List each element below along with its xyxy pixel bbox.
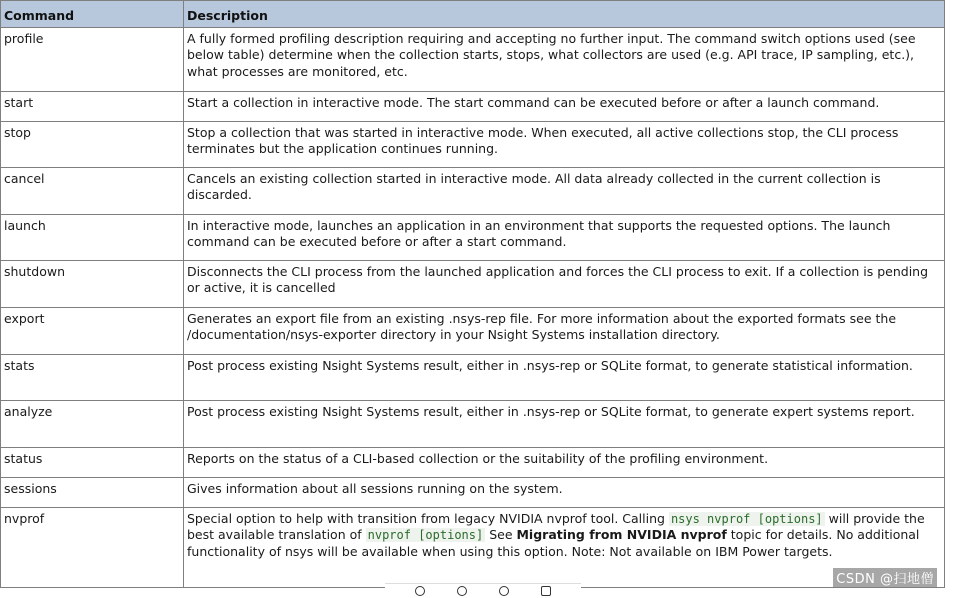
table-row (1, 447, 945, 477)
description-cell: Reports on the status of a CLI-based collection or the suitability of the profiling environment. (184, 447, 945, 477)
table-row (1, 27, 945, 91)
header-row (1, 1, 945, 28)
command-cell: nvprof (1, 507, 184, 587)
watermark: CSDN @扫地僧 (833, 568, 937, 587)
table-row (1, 307, 945, 354)
description-cell: Post process existing Nsight Systems result, either in .nsys-rep or SQLite format, to generate statistical information. (184, 354, 945, 400)
table-row (1, 400, 945, 447)
command-cell: sessions (1, 477, 184, 507)
command-cell: status (1, 447, 184, 477)
nvprof-text-3: See (485, 527, 517, 543)
image-viewer-toolbar (385, 583, 581, 598)
description-cell: Cancels an existing collection started in interactive mode. All data already collected in the current collection is discarded. (184, 167, 945, 214)
command-cell: launch (1, 214, 184, 260)
command-cell: analyze (1, 400, 184, 447)
table-row (1, 214, 945, 260)
nvprof-text-2: will provide the best available translation of (187, 510, 925, 543)
command-cell: stats (1, 354, 184, 400)
table-row (1, 477, 945, 507)
table-row (1, 167, 945, 214)
description-cell: Generates an export file from an existing .nsys-rep file. For more information about the exported formats see the /documentation/nsys-exporter directory in your Nsight Systems installation directory. (184, 307, 945, 354)
description-cell (184, 507, 945, 587)
table-row (1, 91, 945, 121)
description-cell: A fully formed profiling description requiring and accepting no further input. The command switch options used (see below table) determine when the collection starts, stops, what collectors are used (e.g. API trace, IP sampling, etc.), what processes are monitored, etc. (184, 27, 945, 91)
command-cell: profile (1, 27, 184, 91)
nvprof-text-1: Special option to help with transition from legacy NVIDIA nvprof tool. Calling (187, 510, 669, 526)
description-cell: Start a collection in interactive mode. The start command can be executed before or after a launch command. (184, 91, 945, 121)
nvprof-text-4: topic for details. No additional functionality of nsys will be available when using this option. Note: Not available on IBM Power targets. (187, 527, 920, 560)
table-row (1, 354, 945, 400)
command-cell: export (1, 307, 184, 354)
header-command: Command (1, 1, 184, 28)
description-cell: Gives information about all sessions running on the system. (184, 477, 945, 507)
table-row-nvprof (1, 507, 945, 587)
command-cell: start (1, 91, 184, 121)
table-row (1, 260, 945, 307)
description-cell: In interactive mode, launches an application in an environment that supports the requested options. The launch command can be executed before or after a start command. (184, 214, 945, 260)
description-cell: Disconnects the CLI process from the launched application and forces the CLI process to exit. If a collection is pending or active, it is cancelled (184, 260, 945, 307)
migration-topic-link[interactable]: Migrating from NVIDIA nvprof (516, 527, 727, 543)
code-snippet: nsys nvprof [options] (670, 511, 823, 526)
description-cell: Post process existing Nsight Systems result, either in .nsys-rep or SQLite format, to generate expert systems report. (184, 400, 945, 447)
command-cell: stop (1, 121, 184, 167)
command-cell: cancel (1, 167, 184, 214)
table-row (1, 121, 945, 167)
code-snippet: nvprof [options] (367, 528, 484, 543)
description-cell: Stop a collection that was started in interactive mode. When executed, all active collections stop, the CLI process terminates but the application continues running. (184, 121, 945, 167)
command-cell: shutdown (1, 260, 184, 307)
header-description: Description (184, 1, 945, 28)
